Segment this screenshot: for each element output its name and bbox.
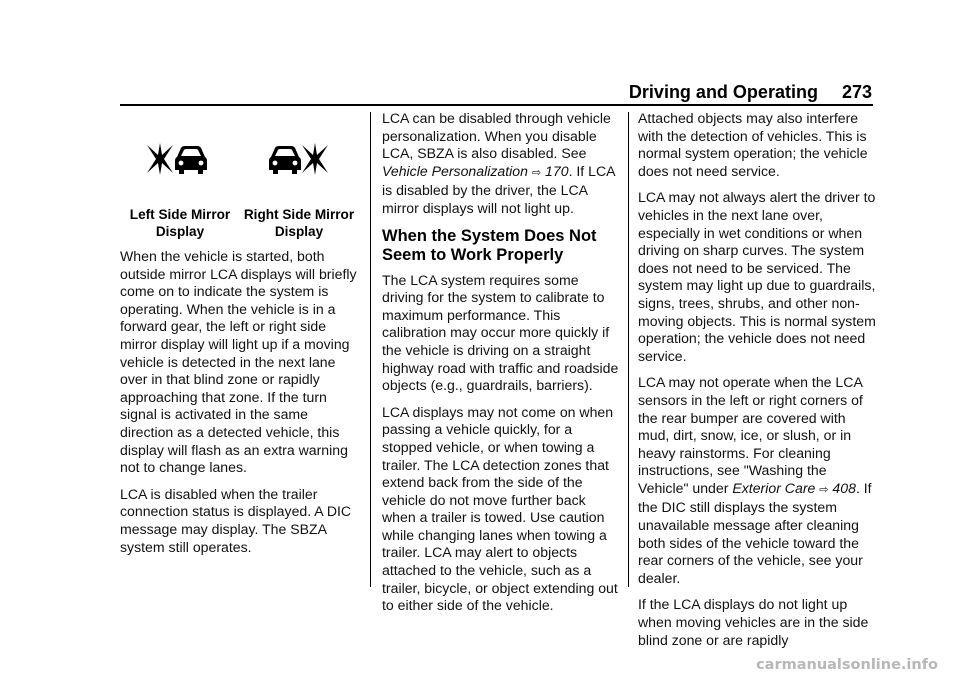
paragraph: The LCA system requires some driving for the system to calibrate to maximum performance. This calibration may occur more quickly if the vehicle is driving on a straight highway road with traffic and roadside objects (e.g., guardrails, barriers). — [382, 271, 619, 394]
paragraph: LCA may not always alert the driver to vehicles in the next lane over, especially in wet conditions or when driving on sharp curves. The system does not need to be serviced. The system may light up due to guardrails, signs, trees, shrubs, and other non-moving objects. This is normal system operation; the vehicle does not need service. — [638, 189, 876, 364]
page-arrow-icon: ⇨ — [531, 166, 542, 179]
header-rule — [120, 104, 873, 106]
mirror-display-figure — [120, 110, 358, 248]
right-mirror-caption-line2: Display — [274, 224, 324, 239]
column-divider-2 — [628, 112, 629, 587]
page-arrow-icon: ⇨ — [819, 483, 829, 496]
section-title-header: Driving and Operating — [628, 82, 818, 102]
cross-reference-link[interactable]: Vehicle Personalization — [382, 162, 528, 179]
text-run: . If the DIC still displays the system unavailable message after cleaning both sides of the vehicle toward the rear corners of the vehicle, see your dealer. — [638, 479, 872, 586]
paragraph: LCA is disabled when the trailer connection status is displayed. A DIC message may display. The SBZA system still operates. — [120, 485, 352, 555]
column-2 — [382, 110, 620, 624]
paragraph: Attached objects may also interfere with the detection of vehicles. This is normal system operation; the vehicle does not need service. — [638, 110, 868, 179]
page-reference[interactable]: 170 — [545, 162, 569, 179]
column-divider-1 — [370, 112, 371, 587]
running-header — [629, 82, 872, 103]
text-run: . If LCA is disabled by the driver, the LCA mirror displays will not light up. — [382, 162, 615, 216]
text-run: LCA can be disabled through vehicle personalization. When you disable LCA, SBZA is also disabled. See — [382, 110, 611, 162]
paragraph: If the LCA displays do not light up when moving vehicles are in the side blind zone or are rapidly — [638, 596, 869, 648]
watermark: carmanualsonline.info — [756, 657, 938, 673]
cross-reference-link[interactable]: Exterior Care — [732, 479, 816, 496]
left-mirror-caption — [120, 206, 240, 240]
paragraph — [638, 374, 878, 587]
text-run: LCA may not operate when the LCA sensors in the left or right corners of the rear bumper are covered with mud, dirt, snow, ice, or slush, or in heavy rainstorms. For cleaning instructions, see "Washing the Vehicle" under — [638, 374, 863, 496]
paragraph: LCA displays may not come on when passing a vehicle quickly, for a stopped vehicle, or when towing a trailer. The LCA detection zones that extend back from the side of the vehicle do not move further back when a trailer is towed. Use caution while changing lanes when towing a trailer. LCA may alert to objects attached to the vehicle, such as a trailer, bicycle, or object extending out to either side of the vehicle. — [382, 403, 618, 614]
column-1 — [120, 110, 358, 565]
paragraph: When the vehicle is started, both outside mirror LCA displays will briefly come on to indicate the system is operating. When the vehicle is in a forward gear, the left or right side mirror display will light up if a moving vehicle is detected in the next lane over in that blind zone or rapidly approaching that zone. If the turn signal is activated in the same direction as a detected vehicle, this display will flash as an extra warning not to change lanes. — [120, 248, 357, 476]
right-mirror-caption — [240, 206, 358, 240]
car-with-warning-indicator-icon — [265, 142, 329, 178]
right-mirror-caption-line1: Right Side Mirror — [243, 207, 355, 222]
page-reference[interactable]: 408 — [832, 479, 856, 496]
left-mirror-caption-line1: Left Side Mirror — [129, 207, 231, 222]
section-heading: When the System Does Not Seem to Work Properly — [382, 226, 597, 265]
left-mirror-caption-line2: Display — [155, 224, 205, 239]
paragraph — [382, 110, 620, 218]
page-number: 273 — [841, 82, 872, 102]
car-with-warning-indicator-icon — [146, 142, 210, 178]
column-3 — [638, 110, 878, 658]
